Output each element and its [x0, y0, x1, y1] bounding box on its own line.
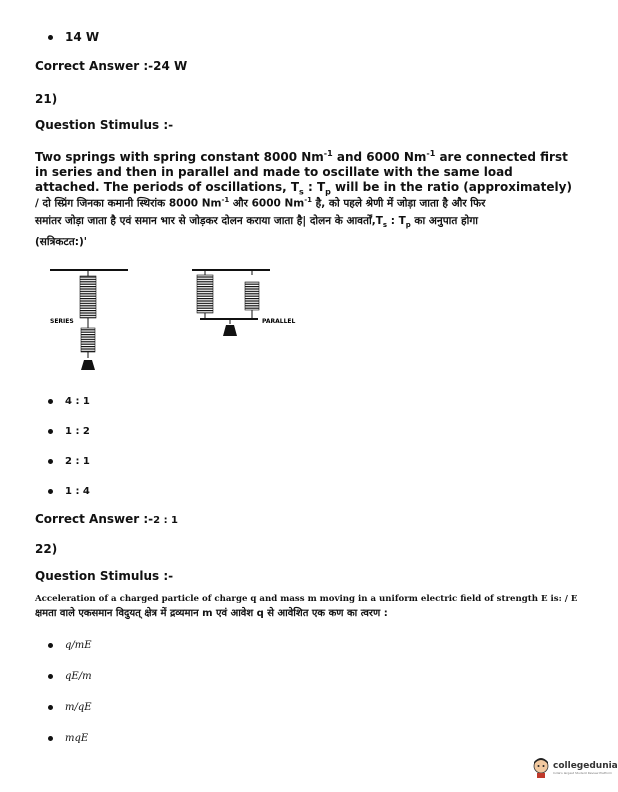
question-text-hi: क्षमता वाले एकसमान विदुयत् क्षेत्र में द्रव्यमान m एवं आवेश q से आवेशित एक कण का त्वरण : — [35, 608, 388, 619]
bullet-icon — [48, 736, 53, 741]
bullet-icon — [48, 489, 53, 494]
correct-answer — [35, 512, 178, 526]
option-3[interactable] — [48, 702, 92, 713]
mascot-icon — [532, 758, 550, 778]
correct-answer-label: Correct Answer :- — [35, 512, 154, 526]
option-1[interactable] — [48, 640, 92, 651]
option-text: 1 : 2 — [65, 426, 90, 437]
option-text: q/mE — [65, 640, 92, 651]
correct-answer-value: 2 : 1 — [153, 515, 179, 526]
option-4[interactable] — [48, 733, 88, 744]
series-label: SERIES — [50, 318, 74, 325]
question-text-en: Two springs with spring constant 8000 $Nm^{-1}$ and 6000 $Nm^{-1}$ are connected first in series and then in parallel and made to oscillate with the same load attached. The periods of oscillations, $T_s$ : $T_p$ will be in the ratio (approximately) — [35, 149, 572, 197]
bullet-icon — [48, 674, 53, 679]
spring-diagram — [30, 262, 296, 382]
logo-tagline: India's largest Student Review Platform — [553, 771, 613, 775]
series-spring-upper — [80, 276, 96, 318]
parallel-spring-right — [245, 282, 259, 310]
series-spring-lower — [81, 328, 95, 352]
option-text: mqE — [65, 733, 89, 744]
bullet-icon — [48, 643, 53, 648]
question-stimulus-label: Question Stimulus :- — [35, 569, 174, 583]
option-2[interactable] — [48, 426, 90, 437]
option-1[interactable] — [48, 396, 90, 407]
question-text-hi: / दो स्प्रिंग जिनका कमानी स्थिरांक 8000 $Nm^{-1}$ और 6000 $Nm^{-1}$ है, को पहले श्रेणी में जोड़ा जाता है और फिर समांतर जोड़ा जाता है एवं समान भार से जोड़कर दोलन कराया जाता है| दोलन के $आवर्तों,T_s$ : $T_p$ का अनुपात होगा (सत्रिकटत:)' — [35, 196, 486, 248]
option-text: 1 : 4 — [65, 486, 90, 497]
bullet-icon — [48, 705, 53, 710]
logo-name: collegedunia — [553, 761, 618, 771]
bullet-icon — [48, 399, 53, 404]
option-text: qE/m — [65, 671, 92, 682]
question-stimulus-label: Question Stimulus :- — [35, 118, 174, 132]
question-number: 21) — [35, 92, 58, 106]
option-text: m/qE — [65, 702, 92, 713]
prev-option — [48, 30, 99, 44]
collegedunia-logo — [532, 758, 618, 778]
option-text: 2 : 1 — [65, 456, 90, 467]
question-text-en: Acceleration of a charged particle of charge q and mass m moving in a uniform electric field of strength E is: / E — [35, 594, 578, 604]
parallel-label: PARALLEL — [262, 318, 296, 325]
bullet-icon — [48, 35, 53, 40]
parallel-spring-left — [197, 275, 213, 313]
prev-option-text: 14 W — [65, 30, 100, 44]
option-2[interactable] — [48, 671, 92, 682]
bullet-icon — [48, 429, 53, 434]
prev-correct-answer: Correct Answer :-24 W — [35, 59, 188, 73]
option-3[interactable] — [48, 456, 90, 467]
question-number: 22) — [35, 542, 58, 556]
bullet-icon — [48, 459, 53, 464]
series-load — [81, 360, 95, 370]
option-4[interactable] — [48, 486, 90, 497]
option-text: 4 : 1 — [65, 396, 90, 407]
parallel-load — [223, 325, 237, 336]
